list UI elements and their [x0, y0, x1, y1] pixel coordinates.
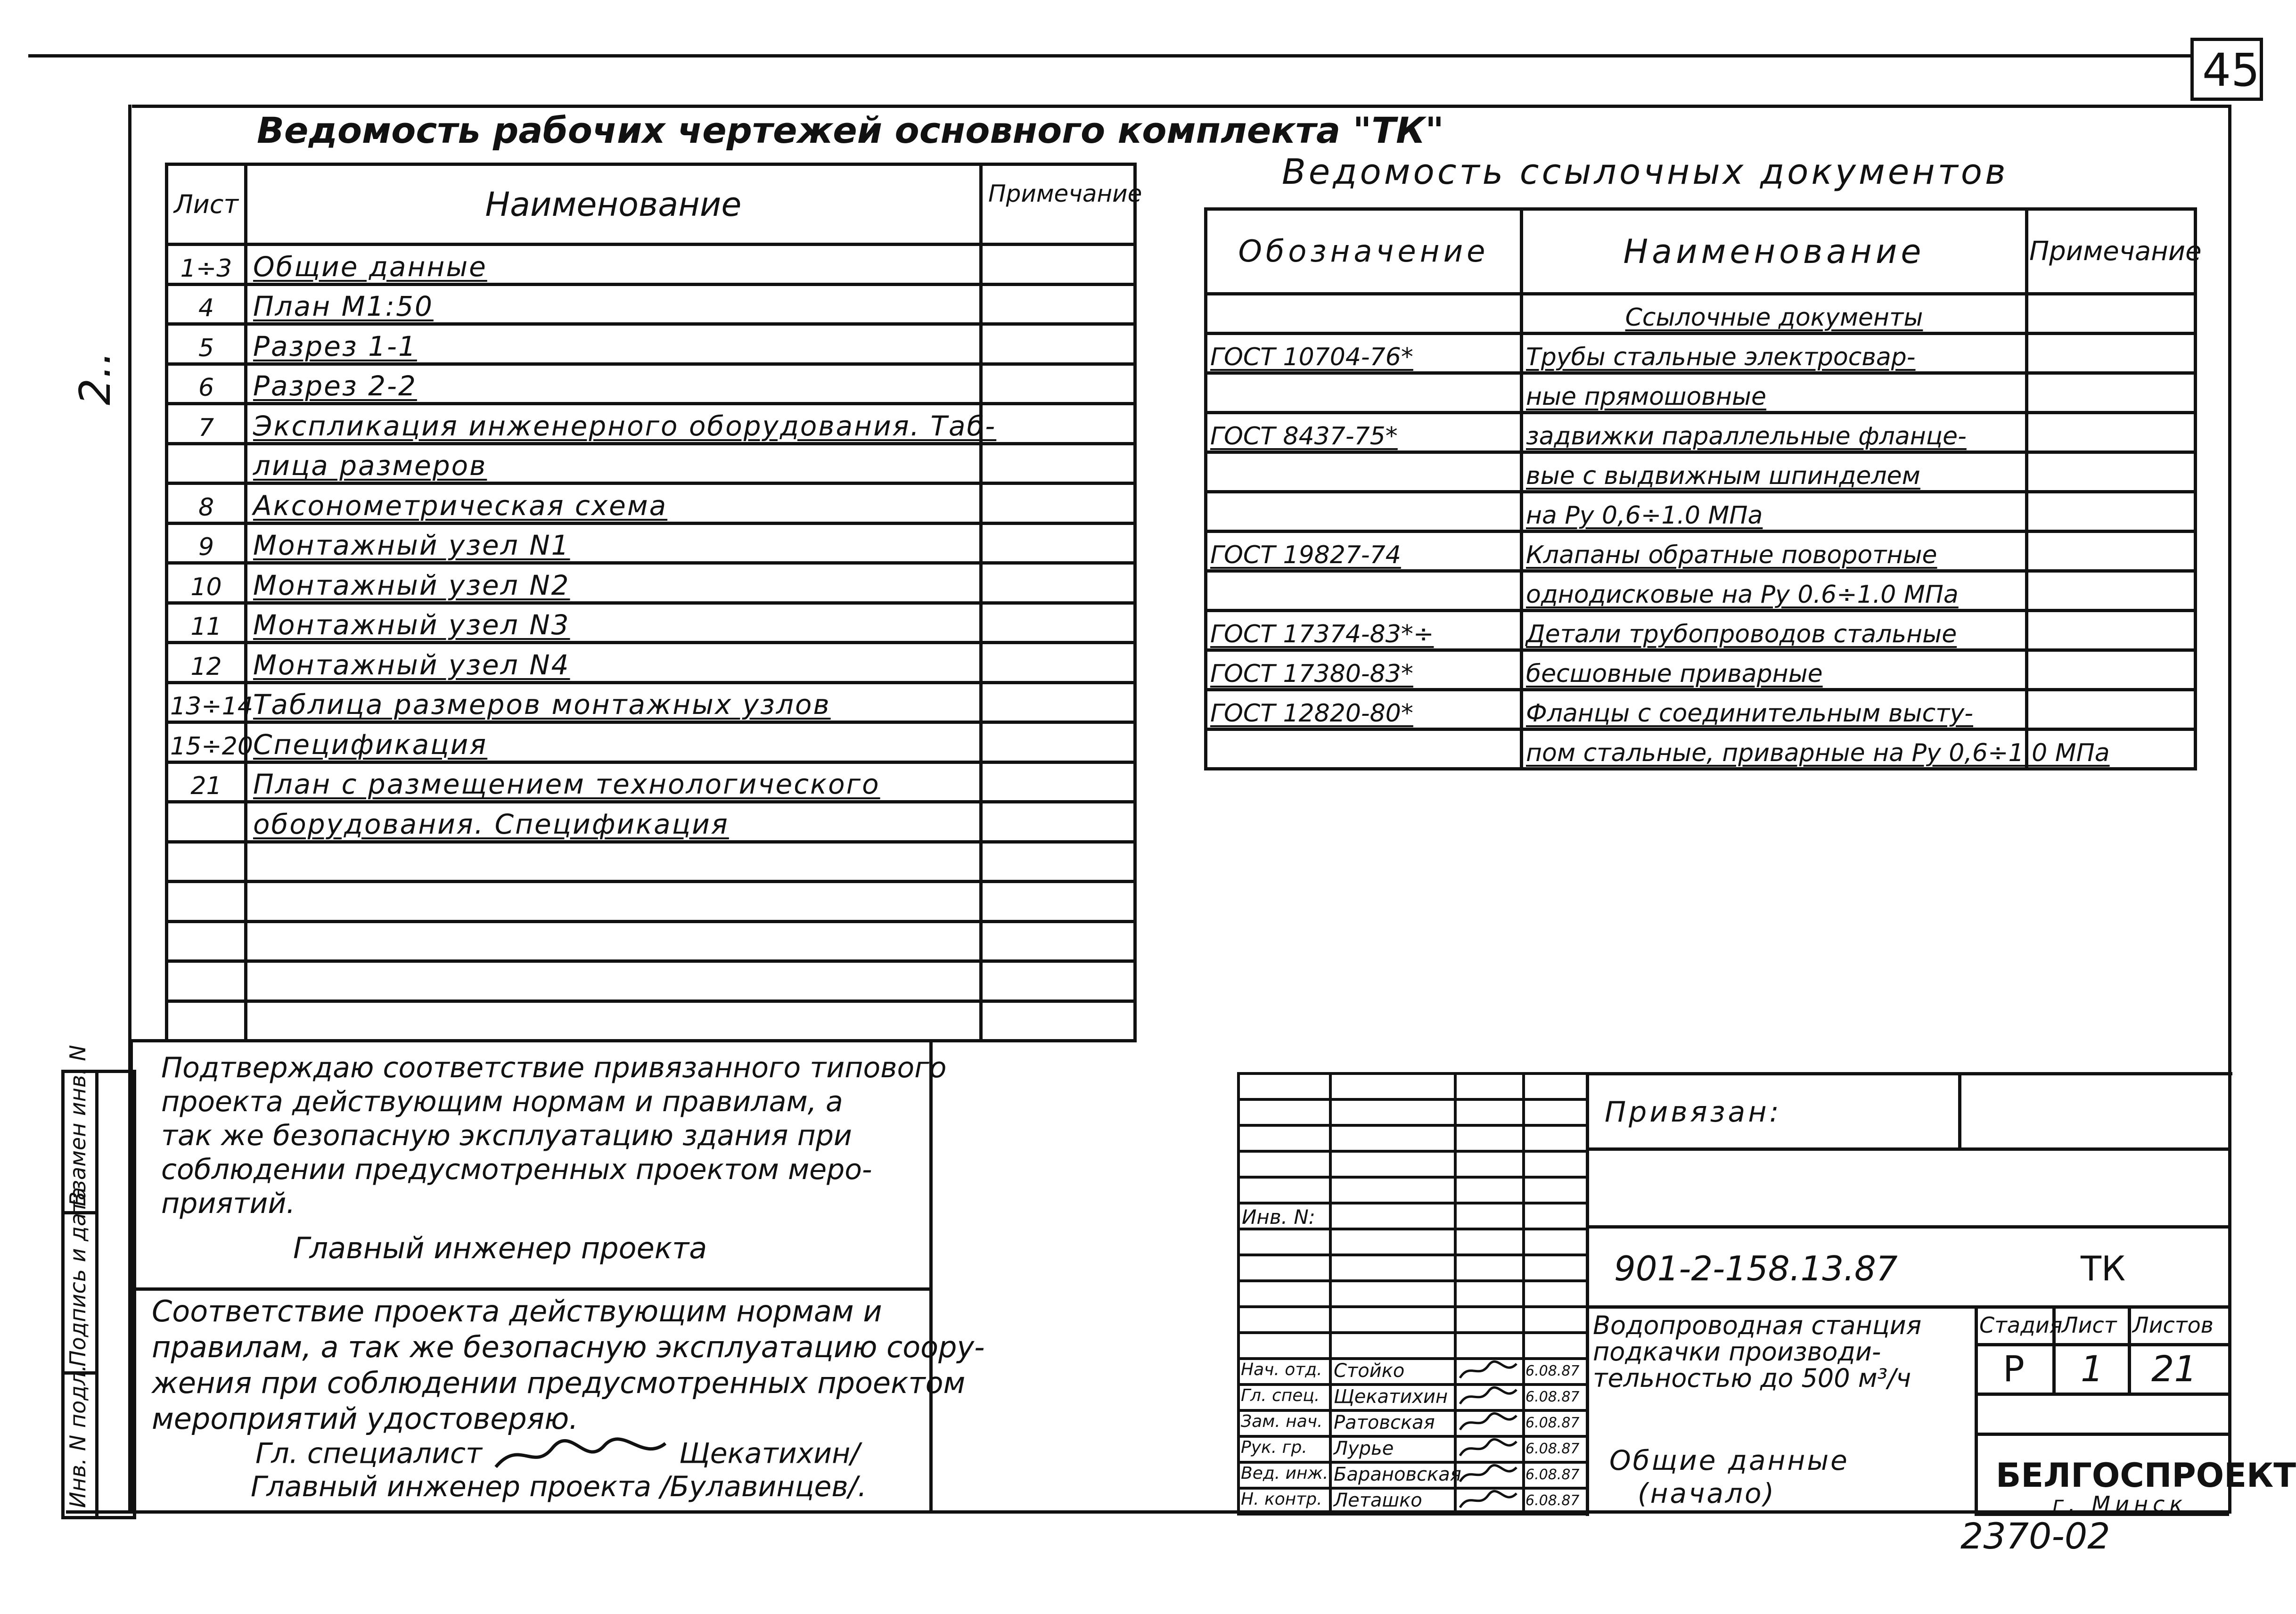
table-row [167, 842, 1135, 882]
sheet-value: 1 [2081, 1348, 2104, 1390]
person-date: 6.08.87 [1525, 1441, 1580, 1457]
table-row [1206, 373, 2196, 413]
col-header-sheet: Лист [167, 164, 246, 245]
cell-name: Разрез 2-2 [246, 364, 981, 404]
cell-sheet: 7 [167, 404, 246, 444]
cell-note [2027, 373, 2196, 413]
cell-sheet: 6 [167, 364, 246, 404]
cell-name: Трубы стальные электросвар- [1522, 334, 2027, 373]
cell-note [981, 245, 1135, 285]
cell-sheet: 13÷14 [167, 682, 246, 722]
person-name: Барановская [1334, 1464, 1461, 1485]
cell-note [2027, 492, 2196, 532]
cell-note [2027, 294, 2196, 334]
table-row [167, 762, 1135, 802]
cell-name: Общие данные [246, 245, 981, 285]
confirm-2-sig-1-role: Гл. специалист [255, 1437, 482, 1470]
frame-top-inner-line [132, 105, 2231, 108]
person-role: Зам. нач. [1241, 1412, 1323, 1431]
cell-code [1206, 729, 1522, 769]
signature-image [1458, 1412, 1519, 1434]
sheet-name-2: (начало) [1638, 1477, 1776, 1509]
text-line: проекта действующим нормам и правилам, а [161, 1085, 843, 1118]
cell-name: Монтажный узел N3 [246, 603, 981, 643]
table-row [167, 961, 1135, 1001]
org-name: БЕЛГОСПРОЕКТ [1996, 1456, 2296, 1495]
person-name: Щекатихин [1334, 1386, 1448, 1408]
text-line: жения при соблюдении предусмотренных проектом [152, 1366, 966, 1400]
cell-code: ГОСТ 12820-80* [1206, 690, 1522, 729]
cell-name: однодисковые на Ру 0.6÷1.0 МПа [1522, 571, 2027, 611]
cell-note [981, 762, 1135, 802]
cell-sheet: 9 [167, 523, 246, 563]
cell-name: вые с выдвижным шпинделем [1522, 452, 2027, 492]
sheets-table-body [167, 245, 1135, 1041]
cell-name: Экспликация инженерного оборудования. Таб- [246, 404, 981, 444]
cell-name: Монтажный узел N1 [246, 523, 981, 563]
person-role: Вед. инж. [1241, 1464, 1328, 1483]
text-line: мероприятий удостоверяю. [152, 1401, 578, 1436]
table-row [1206, 492, 2196, 532]
cell-note [981, 921, 1135, 961]
cell-code [1206, 571, 1522, 611]
grid-line [1237, 1072, 1240, 1516]
person-name: Ратовская [1334, 1412, 1435, 1434]
cell-code [1206, 492, 1522, 532]
person-date: 6.08.87 [1525, 1467, 1580, 1483]
grid-line [1237, 1176, 1586, 1179]
text-line: Соответствие проекта действующим нормам и [152, 1294, 882, 1328]
drawing-number: 2370-02 [1960, 1515, 2110, 1557]
confirm-block-2 [130, 1284, 985, 1514]
col-header-name: Наименование [246, 164, 981, 245]
cell-note [2027, 611, 2196, 650]
signature-image [1458, 1490, 1519, 1512]
person-date: 6.08.87 [1525, 1389, 1580, 1405]
cell-name: на Ру 0,6÷1.0 МПа [1522, 492, 2027, 532]
cell-note [981, 284, 1135, 324]
cell-note [981, 722, 1135, 762]
text-line: соблюдении предусмотренных проектом меро- [161, 1153, 872, 1186]
bound-label: Привязан: [1605, 1096, 1782, 1129]
cell-sheet: 5 [167, 324, 246, 364]
cell-code: ГОСТ 10704-76* [1206, 334, 1522, 373]
cell-sheet: 21 [167, 762, 246, 802]
person-role: Рук. гр. [1241, 1438, 1307, 1457]
grid-line [1329, 1072, 1332, 1516]
cell-sheet [167, 802, 246, 842]
cell-note [2027, 571, 2196, 611]
cell-name [246, 882, 981, 922]
cell-code [1206, 294, 1522, 334]
page-number-box [2190, 38, 2263, 101]
cell-note [981, 961, 1135, 1001]
ref-col-header-note: Примечание [2027, 209, 2196, 294]
cell-sheet [167, 443, 246, 483]
table-row [1206, 452, 2196, 492]
confirm-2-sig-1-name: Щекатихин/ [679, 1437, 860, 1470]
cell-code: ГОСТ 8437-75* [1206, 413, 1522, 452]
ref-col-header-name: Наименование [1522, 209, 2027, 294]
signature-image [1458, 1464, 1519, 1486]
table-row [167, 324, 1135, 364]
cell-sheet: 10 [167, 563, 246, 603]
main-title: Ведомость рабочих чертежей основного комплекта "ТК" [257, 109, 1444, 151]
cell-note [981, 842, 1135, 882]
confirm-2-sig-2 [251, 1470, 867, 1503]
grid-line [1237, 1202, 1586, 1204]
table-row [167, 921, 1135, 961]
cell-name: Клапаны обратные поворотные [1522, 532, 2027, 571]
cell-code: ГОСТ 19827-74 [1206, 532, 1522, 571]
person-date: 6.08.87 [1525, 1415, 1580, 1431]
person-role: Нач. отд. [1241, 1360, 1322, 1379]
confirm-2-sig-2-role: Главный инженер проекта [251, 1470, 651, 1503]
cell-name: План М1:50 [246, 284, 981, 324]
table-row [1206, 611, 2196, 650]
cell-note [981, 682, 1135, 722]
table-row [167, 523, 1135, 563]
grid-line [1237, 1072, 1586, 1075]
side-stamp-inv: Инв. N подл. [65, 1365, 90, 1508]
cell-note [981, 324, 1135, 364]
person-role: Гл. спец. [1241, 1386, 1320, 1405]
cell-name: Детали трубопроводов стальные [1522, 611, 2027, 650]
grid-line [1237, 1513, 1586, 1516]
table-row [167, 882, 1135, 922]
cell-name: задвижки параллельные фланце- [1522, 413, 2027, 452]
cell-note [981, 483, 1135, 524]
cell-sheet: 1÷3 [167, 245, 246, 285]
table-row [1206, 334, 2196, 373]
side-stamp [61, 1045, 130, 1513]
table-row [1206, 571, 2196, 611]
cell-note [981, 802, 1135, 842]
cell-sheet [167, 961, 246, 1001]
inv-label: Инв. N: [1242, 1205, 1315, 1229]
grid-line [1237, 1279, 1586, 1282]
grid-line [1237, 1124, 1586, 1127]
cell-sheet [167, 882, 246, 922]
person-name: Леташко [1334, 1490, 1422, 1511]
cell-sheet [167, 842, 246, 882]
title-block [1237, 1072, 2296, 1517]
table-row [167, 245, 1135, 285]
ref-table [1204, 207, 2202, 770]
cell-note [2027, 650, 2196, 690]
confirm-block-1 [130, 1039, 947, 1291]
cell-name: Разрез 1-1 [246, 324, 981, 364]
cell-code: ГОСТ 17380-83* [1206, 650, 1522, 690]
cell-note [981, 364, 1135, 404]
sheets-table [165, 163, 1142, 1042]
cell-sheet: 15÷20 [167, 722, 246, 762]
text-line: так же безопасную эксплуатацию здания при [161, 1119, 852, 1152]
cell-note [981, 563, 1135, 603]
grid-line [1237, 1150, 1586, 1153]
ref-table-body [1206, 294, 2196, 769]
table-row [167, 404, 1135, 444]
table-row [167, 722, 1135, 762]
cell-note [2027, 413, 2196, 452]
cell-name [246, 921, 981, 961]
confirm-2-text [152, 1294, 985, 1437]
cell-name: Монтажный узел N2 [246, 563, 981, 603]
table-row [167, 364, 1135, 404]
ref-col-header-code: Обозначение [1206, 209, 1522, 294]
side-stamp-replace: Взамен инв. N [65, 1045, 90, 1206]
table-row [167, 603, 1135, 643]
cell-note [981, 882, 1135, 922]
margin-mark: 2.. [71, 351, 120, 405]
cell-note [981, 523, 1135, 563]
table-row [1206, 294, 2196, 334]
cell-name [246, 961, 981, 1001]
cell-note [981, 404, 1135, 444]
table-row [167, 284, 1135, 324]
cell-sheet: 4 [167, 284, 246, 324]
cell-sheet [167, 1001, 246, 1041]
cell-code: ГОСТ 17374-83*÷ [1206, 611, 1522, 650]
cell-sheet: 12 [167, 643, 246, 683]
signature-image [1458, 1360, 1519, 1383]
person-role: Н. контр. [1241, 1490, 1322, 1509]
cell-name: Ссылочные документы [1522, 294, 2027, 334]
cell-name: План с размещением технологического [246, 762, 981, 802]
signature-image [1458, 1386, 1519, 1409]
signature-image [1458, 1438, 1519, 1460]
cell-name [246, 842, 981, 882]
sheet-name-1: Общие данные [1609, 1444, 1849, 1476]
project-code: 901-2-158.13.87 [1614, 1249, 1898, 1288]
cell-sheet [167, 921, 246, 961]
project-name: Водопроводная станция подкачки производи- тельностью до 500 м³/ч [1593, 1311, 1922, 1393]
ref-title: Ведомость ссылочных документов [1282, 152, 2009, 192]
cell-name: оборудования. Спецификация [246, 802, 981, 842]
cell-name: Монтажный узел N4 [246, 643, 981, 683]
table-row [167, 1001, 1135, 1041]
cell-code [1206, 373, 1522, 413]
grid-line [1454, 1072, 1457, 1516]
table-row [167, 643, 1135, 683]
cell-note [981, 443, 1135, 483]
text-line: приятий. [161, 1187, 295, 1220]
person-name: Лурье [1334, 1438, 1394, 1459]
grid-line [1237, 1098, 1586, 1101]
org-city: г. Минск [2052, 1491, 2188, 1517]
cell-note [2027, 334, 2196, 373]
table-row [1206, 413, 2196, 452]
text-line: правилам, а так же безопасную эксплуатацию соору- [152, 1330, 985, 1364]
cell-name: ные прямошовные [1522, 373, 2027, 413]
cell-note [981, 603, 1135, 643]
table-row [167, 802, 1135, 842]
cell-note [981, 1001, 1135, 1041]
table-row [167, 682, 1135, 722]
table-row [167, 483, 1135, 524]
confirm-1-signer: Главный инженер проекта [293, 1231, 707, 1265]
table-row [1206, 729, 2196, 769]
person-name: Стойко [1334, 1360, 1405, 1382]
sheet-label: Лист [2062, 1312, 2117, 1338]
sheets-label: Листов [2132, 1312, 2214, 1338]
confirm-2-sig-2-name: /Булавинцев/. [660, 1470, 867, 1503]
cell-name: Аксонометрическая схема [246, 483, 981, 524]
cell-note [2027, 690, 2196, 729]
confirm-1-text [161, 1051, 946, 1221]
stage-value: Р [2003, 1348, 2025, 1390]
frame-top-line [28, 54, 2239, 57]
title-block-grid [1237, 1072, 1586, 1513]
cell-note [981, 643, 1135, 683]
side-stamp-sign: Подпись и дата [65, 1187, 90, 1367]
cell-name [246, 1001, 981, 1041]
cell-name: бесшовные приварные [1522, 650, 2027, 690]
table-row [167, 563, 1135, 603]
table-row [1206, 690, 2196, 729]
cell-name: пом стальные, приварные на Ру 0,6÷1.0 МПа [1522, 729, 2027, 769]
person-date: 6.08.87 [1525, 1363, 1580, 1379]
project-mark: ТК [2081, 1249, 2126, 1288]
sheets-value: 21 [2151, 1348, 2197, 1390]
cell-code [1206, 452, 1522, 492]
table-row [167, 443, 1135, 483]
table-row [1206, 532, 2196, 571]
cell-name: лица размеров [246, 443, 981, 483]
grid-line [1237, 1305, 1586, 1308]
cell-name: Фланцы с соединительным высту- [1522, 690, 2027, 729]
grid-line [1237, 1331, 1586, 1334]
col-header-note: Примечание [981, 164, 1135, 245]
grid-line [1237, 1254, 1586, 1256]
text-line: Подтверждаю соответствие привязанного типового [161, 1051, 947, 1084]
cell-note [2027, 532, 2196, 571]
cell-name: Спецификация [246, 722, 981, 762]
cell-name: Таблица размеров монтажных узлов [246, 682, 981, 722]
grid-line [1522, 1072, 1525, 1516]
cell-sheet: 11 [167, 603, 246, 643]
stage-label: Стадия [1979, 1312, 2063, 1338]
person-date: 6.08.87 [1525, 1492, 1580, 1509]
table-row [1206, 650, 2196, 690]
cell-sheet: 8 [167, 483, 246, 524]
cell-note [2027, 452, 2196, 492]
page-number: 45 [2202, 44, 2260, 97]
